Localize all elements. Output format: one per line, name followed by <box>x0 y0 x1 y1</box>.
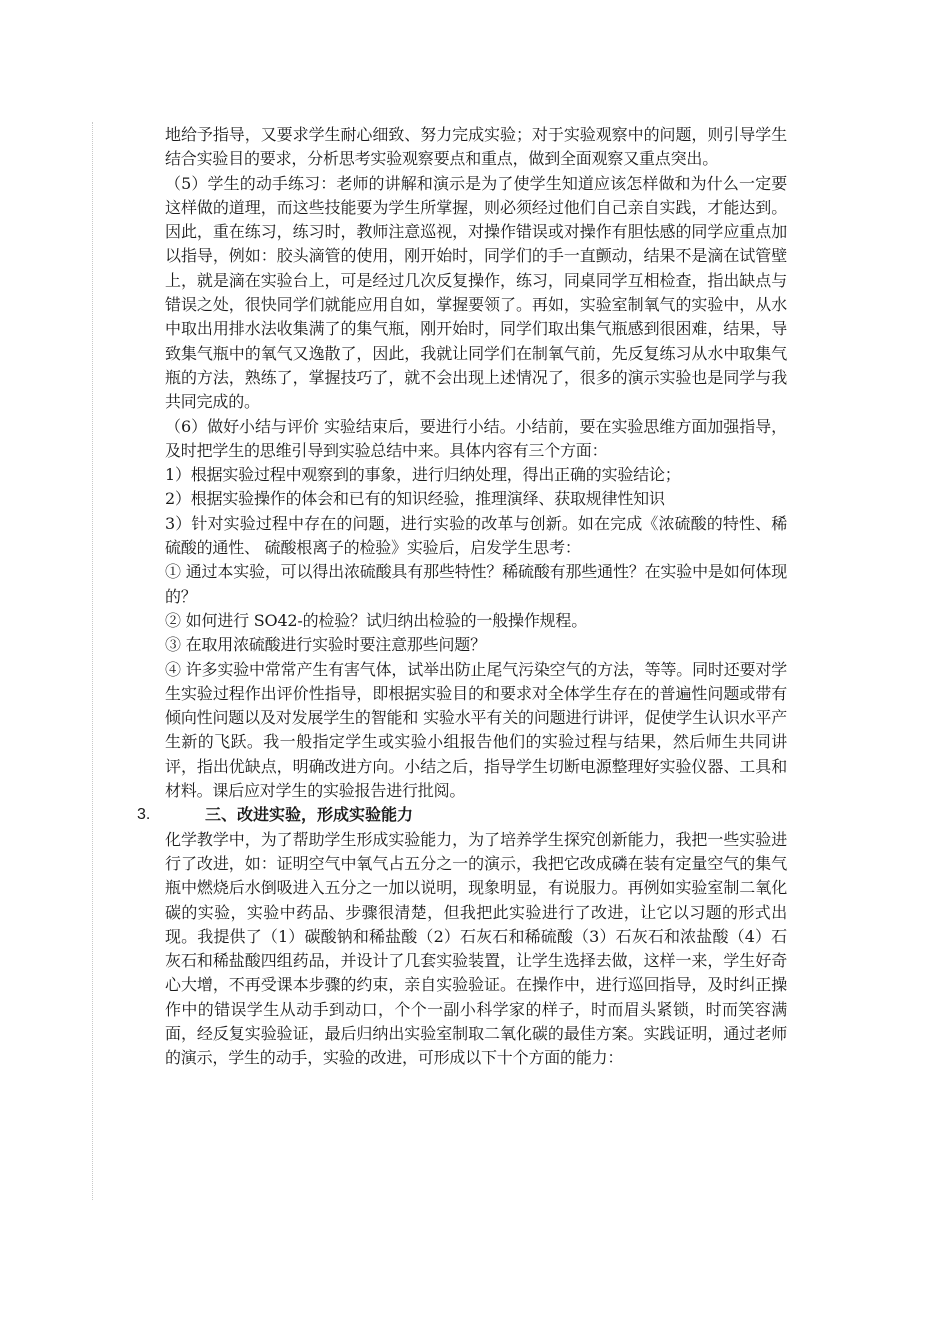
item-6-paragraph: （6）做好小结与评价 实验结束后，要进行小结。小结前，要在实验思维方面加强指导，及时把学生的思维引导到实验总结中来。具体内容有三个方面： <box>165 416 787 460</box>
question-3: ③ 在取用浓硫酸进行实验时要注意那些问题？ <box>165 635 486 655</box>
document-body <box>137 123 787 1071</box>
question-2: ② 如何进行 SO42-的检验？试归纳出检验的一般操作规程。 <box>165 610 588 630</box>
question-1: ① 通过本实验，可以得出浓硫酸具有那些特性？稀硫酸有那些通性？在实验中是如何体现的？ <box>165 562 787 606</box>
point-1: 1）根据实验过程中观察到的事象，进行归纳处理，得出正确的实验结论； <box>165 465 681 485</box>
intro-paragraph: 地给予指导，又要求学生耐心细致、努力完成实验；对于实验观察中的问题，则引导学生结合实验目的要求，分析思考实验观察要点和重点，做到全面观察又重点突出。 <box>165 125 787 169</box>
section-3-title: 三、改进实验，形成实验能力 <box>205 805 414 825</box>
section-3-paragraph: 化学教学中，为了帮助学生形成实验能力，为了培养学生探究创新能力，我把一些实验进行了改进，如：证明空气中氧气占五分之一的演示，我把它改成磷在装有定量空气的集气瓶中燃烧后水倒吸进入五分之一加以说明，现象明显，有说服力。再例如实验室制二氧化碳的实验，实验中药品、步骤很清楚，但我把此实验进行了改进，让它以习题的形式出现。我提供了（1）碳酸钠和稀盐酸（2）石灰石和稀硫酸（3）石灰石和浓盐酸（4）石灰石和稀盐酸四组药品，并设计了几套实验装置，让学生选择去做，这样一来，学生好奇心大增，不再受课本步骤的约束，亲自实验验证。在操作中，进行巡回指导，及时纠正操作中的错误学生从动手到动口，个个一副小科学家的样子，时而眉头紧锁，时而笑容满面，经反复实验验证，最后归纳出实验室制取二氧化碳的最佳方案。实践证明，通过老师的演示，学生的动手，实验的改进，可形成以下十个方面的能力： <box>165 829 787 1068</box>
item-5-paragraph: （5）学生的动手练习：老师的讲解和演示是为了使学生知道应该怎样做和为什么一定要这样做的道理，而这些技能要为学生所掌握，则必须经过他们自己亲自实践，才能达到。因此，重在练习，练习时，教师注意巡视，对操作错误或对操作有胆怯感的同学应重点加以指导，例如：胶头滴管的使用，刚开始时，同学们的手一直颤动，结果不是滴在试管壁上，就是滴在实验台上，可是经过几次反复操作，练习，同桌同学互相检查，指出缺点与错误之处，很快同学们就能应用自如，掌握要领了。再如，实验室制氧气的实验中，从水中取出用排水法收集满了的集气瓶，刚开始时，同学们取出集气瓶感到很困难，结果，导致集气瓶中的氧气又逸散了，因此，我就让同学们在制氧气前，先反复练习从水中取集气瓶的方法，熟练了，掌握技巧了，就不会出现上述情况了，很多的演示实验也是同学与我共同完成的。 <box>165 173 787 412</box>
margin-guide-line <box>92 122 93 1200</box>
question-4: ④ 许多实验中常常产生有害气体，试举出防止尾气污染空气的方法，等等。同时还要对学生实验过程作出评价性指导，即根据实验目的和要求对全体学生存在的普遍性问题或带有倾向性问题以及对发展学生的智能和 实验水平有关的问题进行讲评，促使学生认识水平产生新的飞跃。我一般指定学生或实验小组报告他们的实验过程与结果，然后师生共同讲评，指出优缺点，明确改进方向。小结之后，指导学生切断电源整理好实验仪器、工具和材料。课后应对学生的实验报告进行批阅。 <box>165 659 787 801</box>
point-2: 2）根据实验操作的体会和已有的知识经验，推理演绎、获取规律性知识 <box>165 489 665 509</box>
section-3-number: 3. <box>137 806 151 824</box>
section-3-heading <box>137 803 787 827</box>
point-3: 3）针对实验过程中存在的问题，进行实验的改革与创新。如在完成《浓硫酸的特性、稀硫酸的通性、 硫酸根离子的检验》实验后，启发学生思考： <box>165 513 787 558</box>
